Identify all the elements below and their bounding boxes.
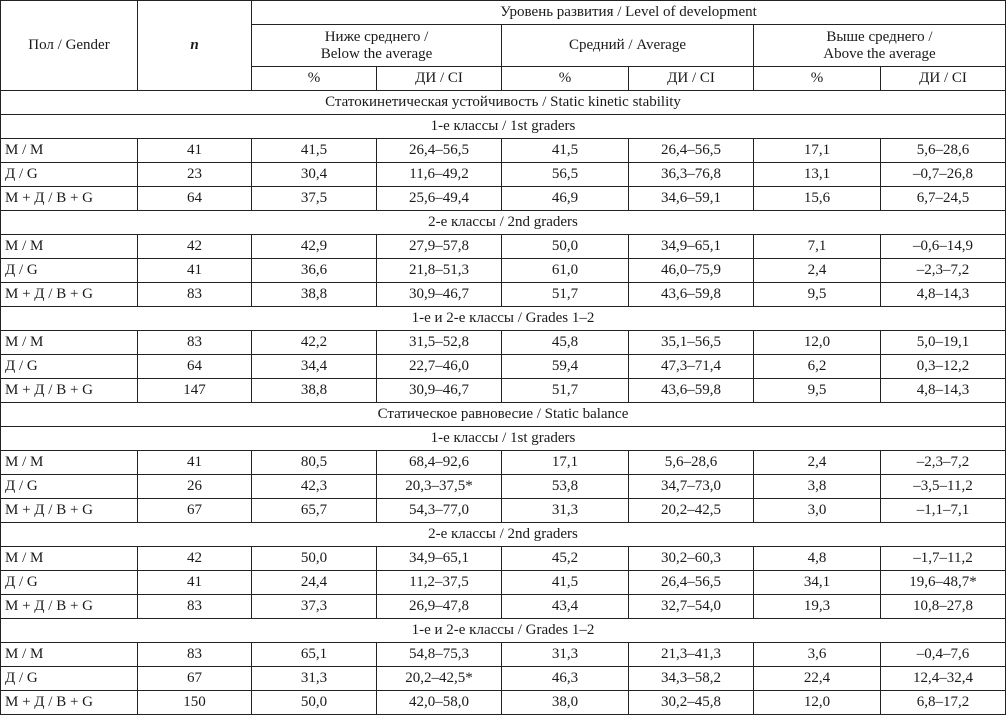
below-ci-cell: 11,2–37,5: [377, 571, 502, 595]
table-row: [1, 547, 1006, 571]
average-percent-cell: 51,7: [502, 379, 629, 403]
below-ci-cell: 30,9–46,7: [377, 379, 502, 403]
table-row: [1, 355, 1006, 379]
average-percent-cell: 56,5: [502, 163, 629, 187]
group-title: 2-е классы / 2nd graders: [1, 211, 1006, 235]
above-ci-cell: –2,3–7,2: [881, 451, 1006, 475]
section-row: [1, 91, 1006, 115]
above-average-label-en: Above the average: [823, 45, 936, 62]
average-ci-cell: 47,3–71,4: [629, 355, 754, 379]
below-ci-cell: 31,5–52,8: [377, 331, 502, 355]
group-row: [1, 307, 1006, 331]
below-percent-cell: 65,7: [252, 499, 377, 523]
table-row: [1, 691, 1006, 715]
below-percent-cell: 37,5: [252, 187, 377, 211]
gender-cell: Д / G: [1, 259, 138, 283]
above-ci-cell: 4,8–14,3: [881, 283, 1006, 307]
below-percent-cell: 38,8: [252, 283, 377, 307]
level-of-development-header: Уровень развития / Level of development: [252, 1, 1006, 25]
n-cell: 41: [138, 259, 252, 283]
gender-cell: М + Д / B + G: [1, 283, 138, 307]
above-percent-cell: 13,1: [754, 163, 881, 187]
average-percent-cell: 45,8: [502, 331, 629, 355]
group-title: 1-е классы / 1st graders: [1, 115, 1006, 139]
group-row: [1, 619, 1006, 643]
above-percent-cell: 15,6: [754, 187, 881, 211]
n-cell: 83: [138, 595, 252, 619]
above-ci-cell: 12,4–32,4: [881, 667, 1006, 691]
average-percent-header: %: [502, 67, 629, 91]
above-average-label-ru: Выше среднего /: [826, 28, 933, 45]
gender-cell: М + Д / B + G: [1, 691, 138, 715]
below-ci-cell: 21,8–51,3: [377, 259, 502, 283]
below-percent-cell: 31,3: [252, 667, 377, 691]
below-ci-cell: 42,0–58,0: [377, 691, 502, 715]
n-cell: 42: [138, 235, 252, 259]
below-percent-cell: 50,0: [252, 691, 377, 715]
above-ci-cell: –0,7–26,8: [881, 163, 1006, 187]
n-cell: 83: [138, 331, 252, 355]
above-percent-cell: 19,3: [754, 595, 881, 619]
average-header: Средний / Average: [502, 25, 754, 67]
average-percent-cell: 53,8: [502, 475, 629, 499]
average-ci-cell: 26,4–56,5: [629, 571, 754, 595]
above-percent-cell: 2,4: [754, 451, 881, 475]
below-ci-cell: 20,3–37,5*: [377, 475, 502, 499]
above-ci-cell: –0,6–14,9: [881, 235, 1006, 259]
section-row: [1, 403, 1006, 427]
group-row: [1, 211, 1006, 235]
average-ci-cell: 34,9–65,1: [629, 235, 754, 259]
below-ci-cell: 26,4–56,5: [377, 139, 502, 163]
average-ci-cell: 20,2–42,5: [629, 499, 754, 523]
above-ci-cell: –0,4–7,6: [881, 643, 1006, 667]
above-percent-cell: 9,5: [754, 283, 881, 307]
above-average-header: [754, 25, 1006, 67]
above-percent-cell: 3,0: [754, 499, 881, 523]
below-percent-header: %: [252, 67, 377, 91]
n-cell: 42: [138, 547, 252, 571]
above-ci-cell: –2,3–7,2: [881, 259, 1006, 283]
above-ci-cell: 5,6–28,6: [881, 139, 1006, 163]
above-percent-cell: 12,0: [754, 691, 881, 715]
gender-cell: Д / G: [1, 355, 138, 379]
below-ci-cell: 22,7–46,0: [377, 355, 502, 379]
group-title: 2-е классы / 2nd graders: [1, 523, 1006, 547]
average-ci-cell: 43,6–59,8: [629, 283, 754, 307]
gender-cell: М / M: [1, 643, 138, 667]
below-percent-cell: 65,1: [252, 643, 377, 667]
n-cell: 26: [138, 475, 252, 499]
table-row: [1, 379, 1006, 403]
below-percent-cell: 42,9: [252, 235, 377, 259]
group-title: 1-е классы / 1st graders: [1, 427, 1006, 451]
table-row: [1, 259, 1006, 283]
above-percent-cell: 12,0: [754, 331, 881, 355]
table-row: [1, 667, 1006, 691]
n-cell: 83: [138, 283, 252, 307]
average-percent-cell: 41,5: [502, 139, 629, 163]
gender-cell: Д / G: [1, 163, 138, 187]
n-cell: 23: [138, 163, 252, 187]
average-ci-cell: 5,6–28,6: [629, 451, 754, 475]
gender-cell: М + Д / B + G: [1, 595, 138, 619]
below-ci-cell: 30,9–46,7: [377, 283, 502, 307]
table-row: [1, 163, 1006, 187]
average-ci-cell: 36,3–76,8: [629, 163, 754, 187]
below-ci-cell: 54,3–77,0: [377, 499, 502, 523]
below-percent-cell: 42,3: [252, 475, 377, 499]
section-title: Статическое равновесие / Static balance: [1, 403, 1006, 427]
n-cell: 41: [138, 451, 252, 475]
average-percent-cell: 43,4: [502, 595, 629, 619]
below-ci-cell: 27,9–57,8: [377, 235, 502, 259]
table-row: [1, 283, 1006, 307]
table-row: [1, 235, 1006, 259]
gender-cell: М / M: [1, 547, 138, 571]
average-percent-cell: 31,3: [502, 643, 629, 667]
below-percent-cell: 34,4: [252, 355, 377, 379]
above-ci-cell: –1,7–11,2: [881, 547, 1006, 571]
average-ci-cell: 43,6–59,8: [629, 379, 754, 403]
gender-cell: М + Д / B + G: [1, 499, 138, 523]
above-ci-cell: 0,3–12,2: [881, 355, 1006, 379]
below-ci-cell: 25,6–49,4: [377, 187, 502, 211]
below-ci-cell: 54,8–75,3: [377, 643, 502, 667]
average-ci-cell: 34,6–59,1: [629, 187, 754, 211]
n-cell: 147: [138, 379, 252, 403]
average-percent-cell: 31,3: [502, 499, 629, 523]
gender-cell: М + Д / B + G: [1, 379, 138, 403]
gender-column-header: Пол / Gender: [1, 1, 138, 91]
below-ci-cell: 34,9–65,1: [377, 547, 502, 571]
above-percent-cell: 22,4: [754, 667, 881, 691]
below-ci-cell: 68,4–92,6: [377, 451, 502, 475]
below-average-label-en: Below the average: [320, 45, 433, 62]
average-ci-cell: 30,2–60,3: [629, 547, 754, 571]
group-row: [1, 523, 1006, 547]
above-ci-cell: 19,6–48,7*: [881, 571, 1006, 595]
below-average-label-ru: Ниже среднего /: [324, 28, 429, 45]
below-percent-cell: 38,8: [252, 379, 377, 403]
n-cell: 41: [138, 571, 252, 595]
n-cell: 150: [138, 691, 252, 715]
table-row: [1, 331, 1006, 355]
n-cell: 83: [138, 643, 252, 667]
below-ci-header: ДИ / CI: [377, 67, 502, 91]
average-ci-cell: 34,3–58,2: [629, 667, 754, 691]
table-row: [1, 571, 1006, 595]
below-ci-cell: 20,2–42,5*: [377, 667, 502, 691]
above-percent-cell: 6,2: [754, 355, 881, 379]
below-ci-cell: 26,9–47,8: [377, 595, 502, 619]
gender-cell: Д / G: [1, 571, 138, 595]
table-row: [1, 475, 1006, 499]
average-percent-cell: 38,0: [502, 691, 629, 715]
group-row: [1, 115, 1006, 139]
above-percent-cell: 7,1: [754, 235, 881, 259]
above-ci-cell: 5,0–19,1: [881, 331, 1006, 355]
below-percent-cell: 24,4: [252, 571, 377, 595]
gender-cell: М / M: [1, 139, 138, 163]
table-body: [1, 91, 1006, 715]
average-percent-cell: 46,3: [502, 667, 629, 691]
n-column-header: n: [138, 1, 252, 91]
table-row: [1, 451, 1006, 475]
below-percent-cell: 36,6: [252, 259, 377, 283]
group-title: 1-е и 2-е классы / Grades 1–2: [1, 307, 1006, 331]
gender-cell: М / M: [1, 331, 138, 355]
average-percent-cell: 59,4: [502, 355, 629, 379]
gender-cell: Д / G: [1, 667, 138, 691]
n-cell: 67: [138, 667, 252, 691]
below-percent-cell: 80,5: [252, 451, 377, 475]
n-cell: 41: [138, 139, 252, 163]
above-ci-cell: 4,8–14,3: [881, 379, 1006, 403]
above-percent-cell: 3,6: [754, 643, 881, 667]
above-percent-cell: 9,5: [754, 379, 881, 403]
above-ci-cell: 10,8–27,8: [881, 595, 1006, 619]
group-title: 1-е и 2-е классы / Grades 1–2: [1, 619, 1006, 643]
above-percent-cell: 4,8: [754, 547, 881, 571]
n-cell: 67: [138, 499, 252, 523]
average-ci-cell: 46,0–75,9: [629, 259, 754, 283]
section-title: Статокинетическая устойчивость / Static kinetic stability: [1, 91, 1006, 115]
average-percent-cell: 50,0: [502, 235, 629, 259]
n-cell: 64: [138, 355, 252, 379]
average-ci-cell: 21,3–41,3: [629, 643, 754, 667]
average-ci-cell: 34,7–73,0: [629, 475, 754, 499]
above-percent-header: %: [754, 67, 881, 91]
average-ci-cell: 26,4–56,5: [629, 139, 754, 163]
above-ci-cell: –3,5–11,2: [881, 475, 1006, 499]
table-row: [1, 187, 1006, 211]
below-percent-cell: 42,2: [252, 331, 377, 355]
above-ci-cell: 6,7–24,5: [881, 187, 1006, 211]
average-percent-cell: 45,2: [502, 547, 629, 571]
table-row: [1, 595, 1006, 619]
above-percent-cell: 2,4: [754, 259, 881, 283]
above-percent-cell: 34,1: [754, 571, 881, 595]
average-percent-cell: 46,9: [502, 187, 629, 211]
above-percent-cell: 17,1: [754, 139, 881, 163]
above-ci-cell: –1,1–7,1: [881, 499, 1006, 523]
gender-cell: Д / G: [1, 475, 138, 499]
gender-cell: М + Д / B + G: [1, 187, 138, 211]
group-row: [1, 427, 1006, 451]
table-row: [1, 643, 1006, 667]
above-ci-cell: 6,8–17,2: [881, 691, 1006, 715]
average-percent-cell: 17,1: [502, 451, 629, 475]
below-percent-cell: 50,0: [252, 547, 377, 571]
table-row: [1, 499, 1006, 523]
above-percent-cell: 3,8: [754, 475, 881, 499]
average-ci-cell: 35,1–56,5: [629, 331, 754, 355]
below-average-header: [252, 25, 502, 67]
below-percent-cell: 37,3: [252, 595, 377, 619]
average-percent-cell: 51,7: [502, 283, 629, 307]
n-cell: 64: [138, 187, 252, 211]
average-percent-cell: 41,5: [502, 571, 629, 595]
average-ci-cell: 32,7–54,0: [629, 595, 754, 619]
below-percent-cell: 41,5: [252, 139, 377, 163]
average-percent-cell: 61,0: [502, 259, 629, 283]
gender-cell: М / M: [1, 451, 138, 475]
gender-cell: М / M: [1, 235, 138, 259]
average-ci-cell: 30,2–45,8: [629, 691, 754, 715]
below-percent-cell: 30,4: [252, 163, 377, 187]
below-ci-cell: 11,6–49,2: [377, 163, 502, 187]
average-ci-header: ДИ / CI: [629, 67, 754, 91]
table-row: [1, 139, 1006, 163]
above-ci-header: ДИ / CI: [881, 67, 1006, 91]
